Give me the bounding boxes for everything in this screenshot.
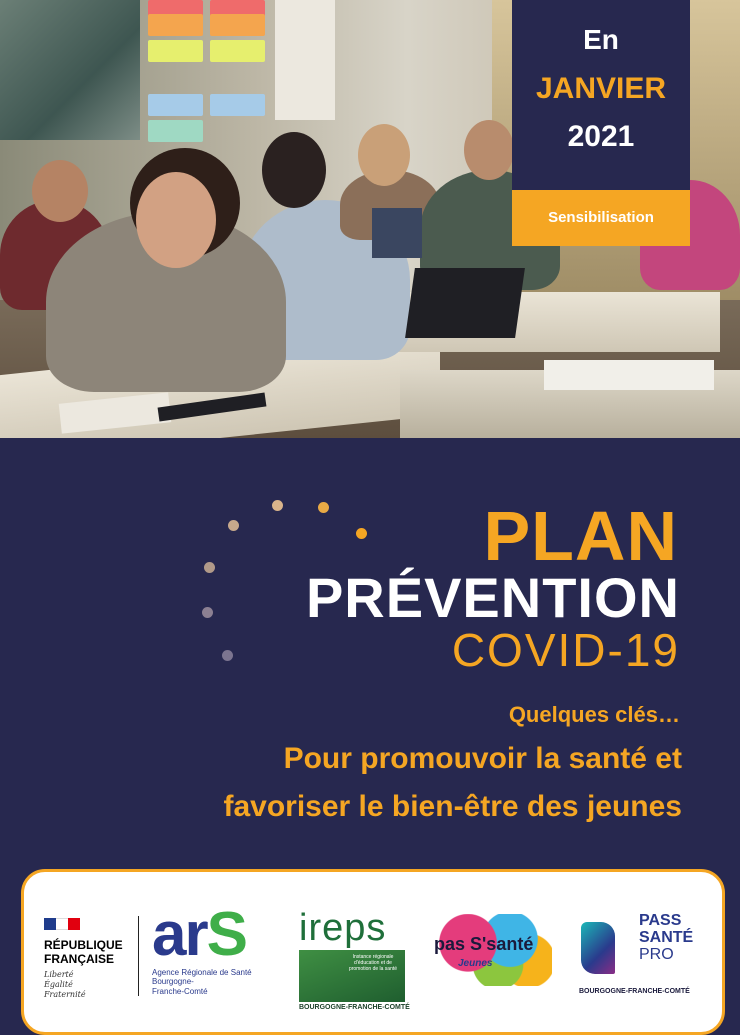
ars-word-a: ar	[152, 900, 207, 969]
photo-sticky-note	[210, 14, 265, 36]
dot-icon	[356, 528, 367, 539]
pass-sante-jeunes-logo	[432, 914, 552, 986]
partner-logos-panel	[21, 869, 725, 1035]
ars-region-2: Franche-Comté	[152, 987, 208, 996]
date-year: 2021	[567, 120, 635, 153]
photo-person-head	[464, 120, 514, 180]
dot-icon	[222, 650, 233, 661]
french-flag-icon	[44, 918, 80, 930]
key-points-label: Quelques clés…	[508, 702, 680, 727]
photo-main-student-head	[136, 172, 216, 268]
pass-sante-pro-region: BOURGOGNE-FRANCHE-COMTÉ	[579, 988, 690, 995]
date-box	[512, 0, 690, 190]
dot-icon	[228, 520, 239, 531]
dot-icon	[202, 607, 213, 618]
subtitle-line-2: favoriser le bien-être des jeunes	[223, 790, 682, 823]
ars-logo	[152, 900, 282, 997]
photo-person-head	[358, 124, 410, 186]
ars-region-1: Bourgogne-	[152, 977, 194, 986]
pass-sante-pro-line-3: PRO	[639, 946, 674, 963]
subtitle-line-1: Pour promouvoir la santé et	[283, 742, 682, 775]
ireps-caption: Instance régionale d'éducation et de promotion de la santé	[348, 954, 398, 972]
republique-francaise-logo	[44, 918, 144, 1000]
motto-egalite: Égalité	[44, 980, 73, 989]
photo-person-head	[32, 160, 88, 222]
category-tag: Sensibilisation	[512, 190, 690, 246]
photo-sticky-note	[148, 14, 203, 36]
date-month: JANVIER	[535, 72, 667, 105]
photo-paper	[544, 360, 714, 390]
ireps-graphic	[299, 950, 405, 1002]
pass-sante-jeunes: Jeunes	[458, 958, 493, 969]
republique-line-1: RÉPUBLIQUE	[44, 938, 123, 952]
photo-painting	[0, 0, 140, 140]
pass-sante-pro-line-2: SANTÉ	[639, 929, 694, 946]
title-prevention: PRÉVENTION	[305, 566, 680, 629]
title-covid: COVID-19	[451, 624, 680, 676]
ireps-word: ireps	[299, 907, 387, 949]
pass-sante-pro-mark-icon	[581, 922, 615, 974]
photo-laptop	[372, 208, 422, 258]
photo-laptop	[405, 268, 525, 338]
pass-sante-word: pas S'santé	[434, 934, 534, 954]
pass-sante-pro-line-1: PASS	[639, 912, 682, 929]
photo-sticky-note	[148, 94, 203, 116]
ars-word-b: S	[206, 900, 246, 969]
logo-divider	[138, 916, 139, 996]
photo-sticky-note	[210, 40, 265, 62]
title-plan: PLAN	[483, 497, 678, 575]
ireps-logo	[299, 908, 419, 1011]
republique-line-2: FRANÇAISE	[44, 952, 115, 966]
photo-sticky-note	[148, 120, 203, 142]
dot-icon	[272, 500, 283, 511]
ars-subtitle: Agence Régionale de Santé	[152, 968, 252, 977]
motto-liberte: Liberté	[44, 970, 74, 979]
date-line-1: En	[583, 24, 619, 55]
photo-sticky-note	[210, 94, 265, 116]
ireps-region: BOURGOGNE-FRANCHE-COMTÉ	[299, 1004, 410, 1011]
dot-icon	[204, 562, 215, 573]
photo-person-head	[262, 132, 326, 208]
motto-fraternite: Fraternité	[44, 990, 86, 999]
dot-icon	[318, 502, 329, 513]
photo-paper	[275, 0, 335, 120]
photo-sticky-note	[148, 40, 203, 62]
